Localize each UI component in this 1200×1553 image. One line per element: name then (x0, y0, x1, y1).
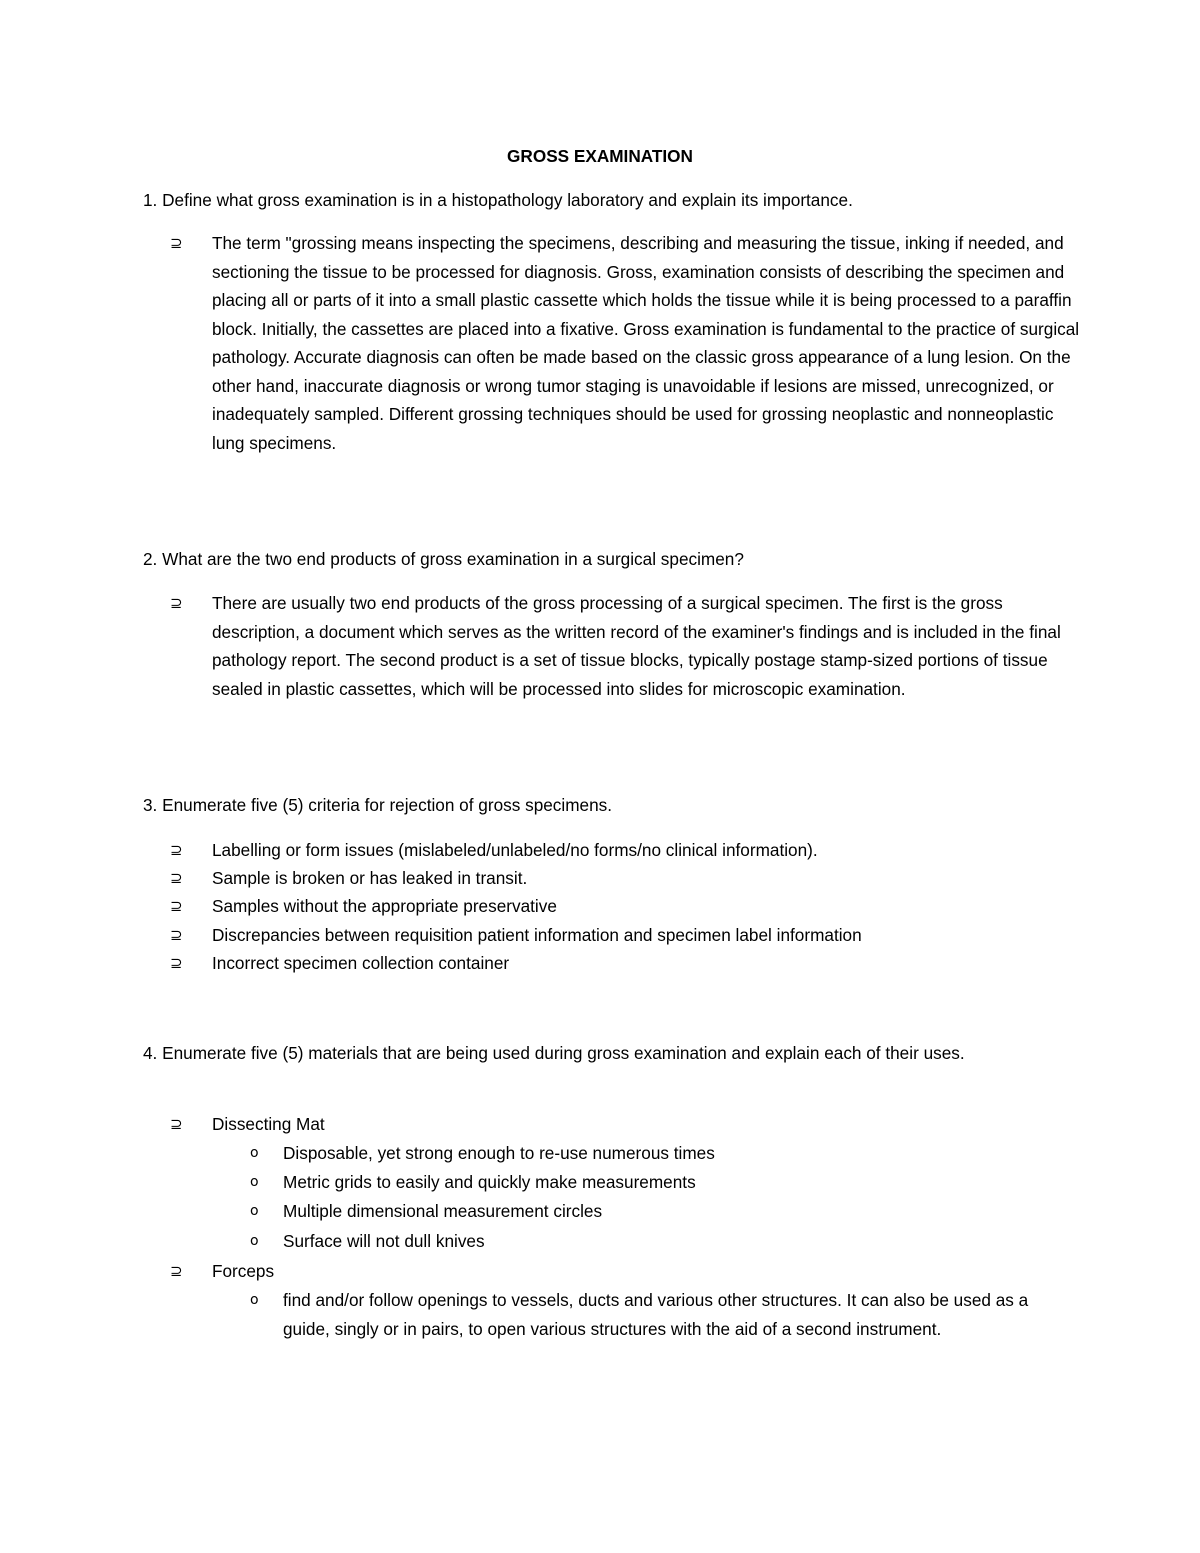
rejection-criterion: Discrepancies between requisition patient information and specimen label information (212, 925, 862, 945)
answer-1: The term "grossing means inspecting the specimens, describing and measuring the tissue, inking if needed, and sectioning the tissue to be processed for diagnosis. Gross, examination consists of describing the specimen and placing all or parts of it into a small plastic cassette which holds the tissue while it is being processed to a paraffin block. Initially, the cassettes are placed into a fixative. Gross examination is fundamental to the practice of surgical pathology. Accurate diagnosis can often be made based on the classic gross appearance of a lung lesion. On the other hand, inaccurate diagnosis or wrong tumor staging is unavoidable if lesions are missed, unrecognized, or inadequately sampled. Different grossing techniques should be used for grossing neoplastic and nonneoplastic lung specimens. (212, 233, 1080, 453)
bullet-icon: ⊇ (170, 594, 183, 612)
bullet-icon: ⊇ (170, 1115, 183, 1133)
answer-2: There are usually two end products of the gross processing of a surgical specimen. The first is the gross description, a document which serves as the written record of the examiner's findings and is included in the final pathology report. The second product is a set of tissue blocks, typically postage stamp-sized portions of tissue sealed in plastic cassettes, which will be processed into slides for microscopic examination. (212, 593, 1061, 699)
sub-bullet-icon: o (250, 1233, 259, 1249)
bullet-icon: ⊇ (170, 841, 183, 859)
material-use: find and/or follow openings to vessels, ducts and various other structures. It can also be used as a guide, singly or in pairs, to open various structures with the aid of a second instrument. (283, 1290, 1029, 1339)
material-use: Multiple dimensional measurement circles (283, 1201, 603, 1221)
rejection-criterion: Labelling or form issues (mislabeled/unlabeled/no forms/no clinical information). (212, 840, 818, 860)
bullet-icon: ⊇ (170, 926, 183, 944)
question-2: 2. What are the two end products of gross examination in a surgical specimen? (143, 549, 744, 569)
rejection-criterion: Samples without the appropriate preservative (212, 896, 557, 916)
bullet-icon: ⊇ (170, 1262, 183, 1280)
sub-bullet-icon: o (250, 1145, 259, 1161)
bullet-icon: ⊇ (170, 897, 183, 915)
sub-bullet-icon: o (250, 1292, 259, 1308)
material-name: Dissecting Mat (212, 1114, 325, 1134)
material-use: Surface will not dull knives (283, 1231, 485, 1251)
rejection-criterion: Sample is broken or has leaked in transit. (212, 868, 528, 888)
rejection-criterion: Incorrect specimen collection container (212, 953, 510, 973)
sub-bullet-icon: o (250, 1203, 259, 1219)
question-1: 1. Define what gross examination is in a histopathology laboratory and explain its importance. (143, 190, 853, 210)
document-title: GROSS EXAMINATION (507, 146, 693, 166)
material-use: Disposable, yet strong enough to re-use numerous times (283, 1143, 715, 1163)
bullet-icon: ⊇ (170, 869, 183, 887)
bullet-icon: ⊇ (170, 954, 183, 972)
sub-bullet-icon: o (250, 1174, 259, 1190)
bullet-icon: ⊇ (170, 234, 183, 252)
question-3: 3. Enumerate five (5) criteria for rejection of gross specimens. (143, 795, 613, 815)
question-4: 4. Enumerate five (5) materials that are being used during gross examination and explain each of their uses. (143, 1043, 965, 1063)
material-name: Forceps (212, 1261, 275, 1281)
material-use: Metric grids to easily and quickly make measurements (283, 1172, 696, 1192)
